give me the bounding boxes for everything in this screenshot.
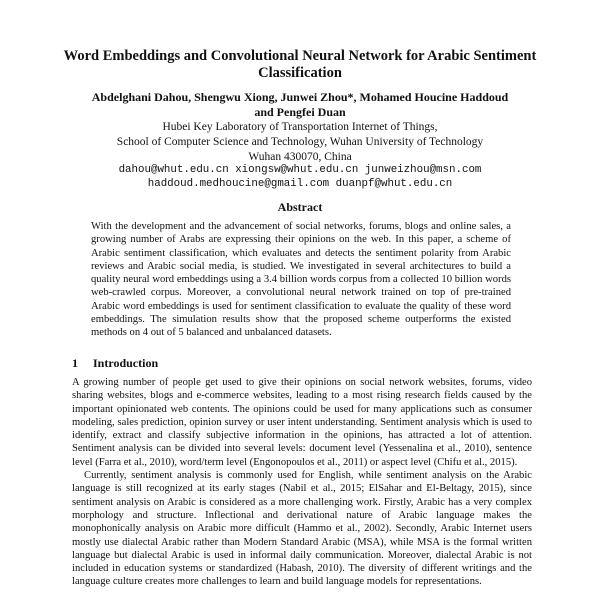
- author-list: [60, 90, 540, 120]
- affiliation: [60, 120, 540, 165]
- affiliation-line: Hubei Key Laboratory of Transportation Internet of Things,: [162, 121, 438, 133]
- section-title: Introduction: [93, 356, 159, 370]
- authors-line-1: Abdelghani Dahou, Shengwu Xiong, Junwei Zhou*, Mohamed Houcine Haddoud: [91, 90, 509, 104]
- introduction-body: [72, 376, 532, 589]
- paragraph: Currently, sentiment analysis is commonly used for English, while sentiment analysis on the Arabic language is still recognized at its early stages (Nabil et al., 2015; ElSahar and El-Beltagy, 2015), since sentiment analysis on Arabic is considered as a more challenging work. Firstly, Arabic has a very complex morphology and structure. Inflectional and derivational nature of Arabic language makes the monophonically analysis on Arabic more difficult (Hammo et al., 2002). Secondly, Arabic Internet users mostly use dialectal Arabic rather than Modern Standard Arabic (MSA), while MSA is the formal written language but dialectal Arabic is used in informal daily communication. Moreover, dialectal Arabic is not included in education systems or standardized (Habash, 2010). The diversity of different writings and the language culture creates more challenges to learn and build language models for representations.: [72, 470, 532, 588]
- affiliation-line: School of Computer Science and Technology, Wuhan University of Technology: [116, 136, 484, 148]
- email-line: dahou@whut.edu.cn xiongsw@whut.edu.cn junweizhou@msn.com: [118, 164, 482, 176]
- paper-title: Word Embeddings and Convolutional Neural Network for Arabic Sentiment Classification: [63, 48, 537, 81]
- abstract-heading: Abstract: [277, 200, 323, 214]
- abstract-text: With the development and the advancement of social networks, forums, blogs and online sales, a growing number of Arabs are expressing their opinions on the web. In this paper, a scheme of Arabic sentiment classification, which evaluates and detects the sentiment polarity from Arabic reviews and Arabic social media, is studied. We investigated in several architectures to build a quality neural word embeddings using a 3.4 billion words corpus from a collected 10 billion words web-crawled corpus. Moreover, a convolutional neural network trained on top of pre-trained Arabic word embeddings is used for sentiment classification to evaluate the quality of these word embeddings. The simulation results show that the proposed scheme outperforms the existed methods on 4 out of 5 balanced and unbalanced datasets.: [91, 221, 511, 339]
- paragraph: A growing number of people get used to give their opinions on social network websites, forums, video sharing websites, blogs and e-commerce websites, leading to a most rising research fields caused by the important opinionated web contents. The opinions could be used for many applications such as consumer modeling, sales prediction, opinion survey or user intent understanding. Sentiment analysis which is used to identify, extract and classify subjective information in the opinions, has attracted a lot of attention. Sentiment analysis can be divided into several levels: document level (Yessenalina et al., 2010), sentence level (Farra et al., 2010), word/term level (Engonopoulos et al., 2011) or aspect level (Chifu et al., 2015).: [72, 377, 532, 468]
- section-heading: [72, 356, 158, 371]
- affiliation-line: Wuhan 430070, China: [248, 151, 352, 163]
- author-emails: [40, 163, 560, 191]
- email-line: haddoud.medhoucine@gmail.com duanpf@whut.edu.cn: [147, 178, 453, 190]
- authors-line-2: and Pengfei Duan: [254, 105, 346, 119]
- section-number: 1: [72, 356, 78, 370]
